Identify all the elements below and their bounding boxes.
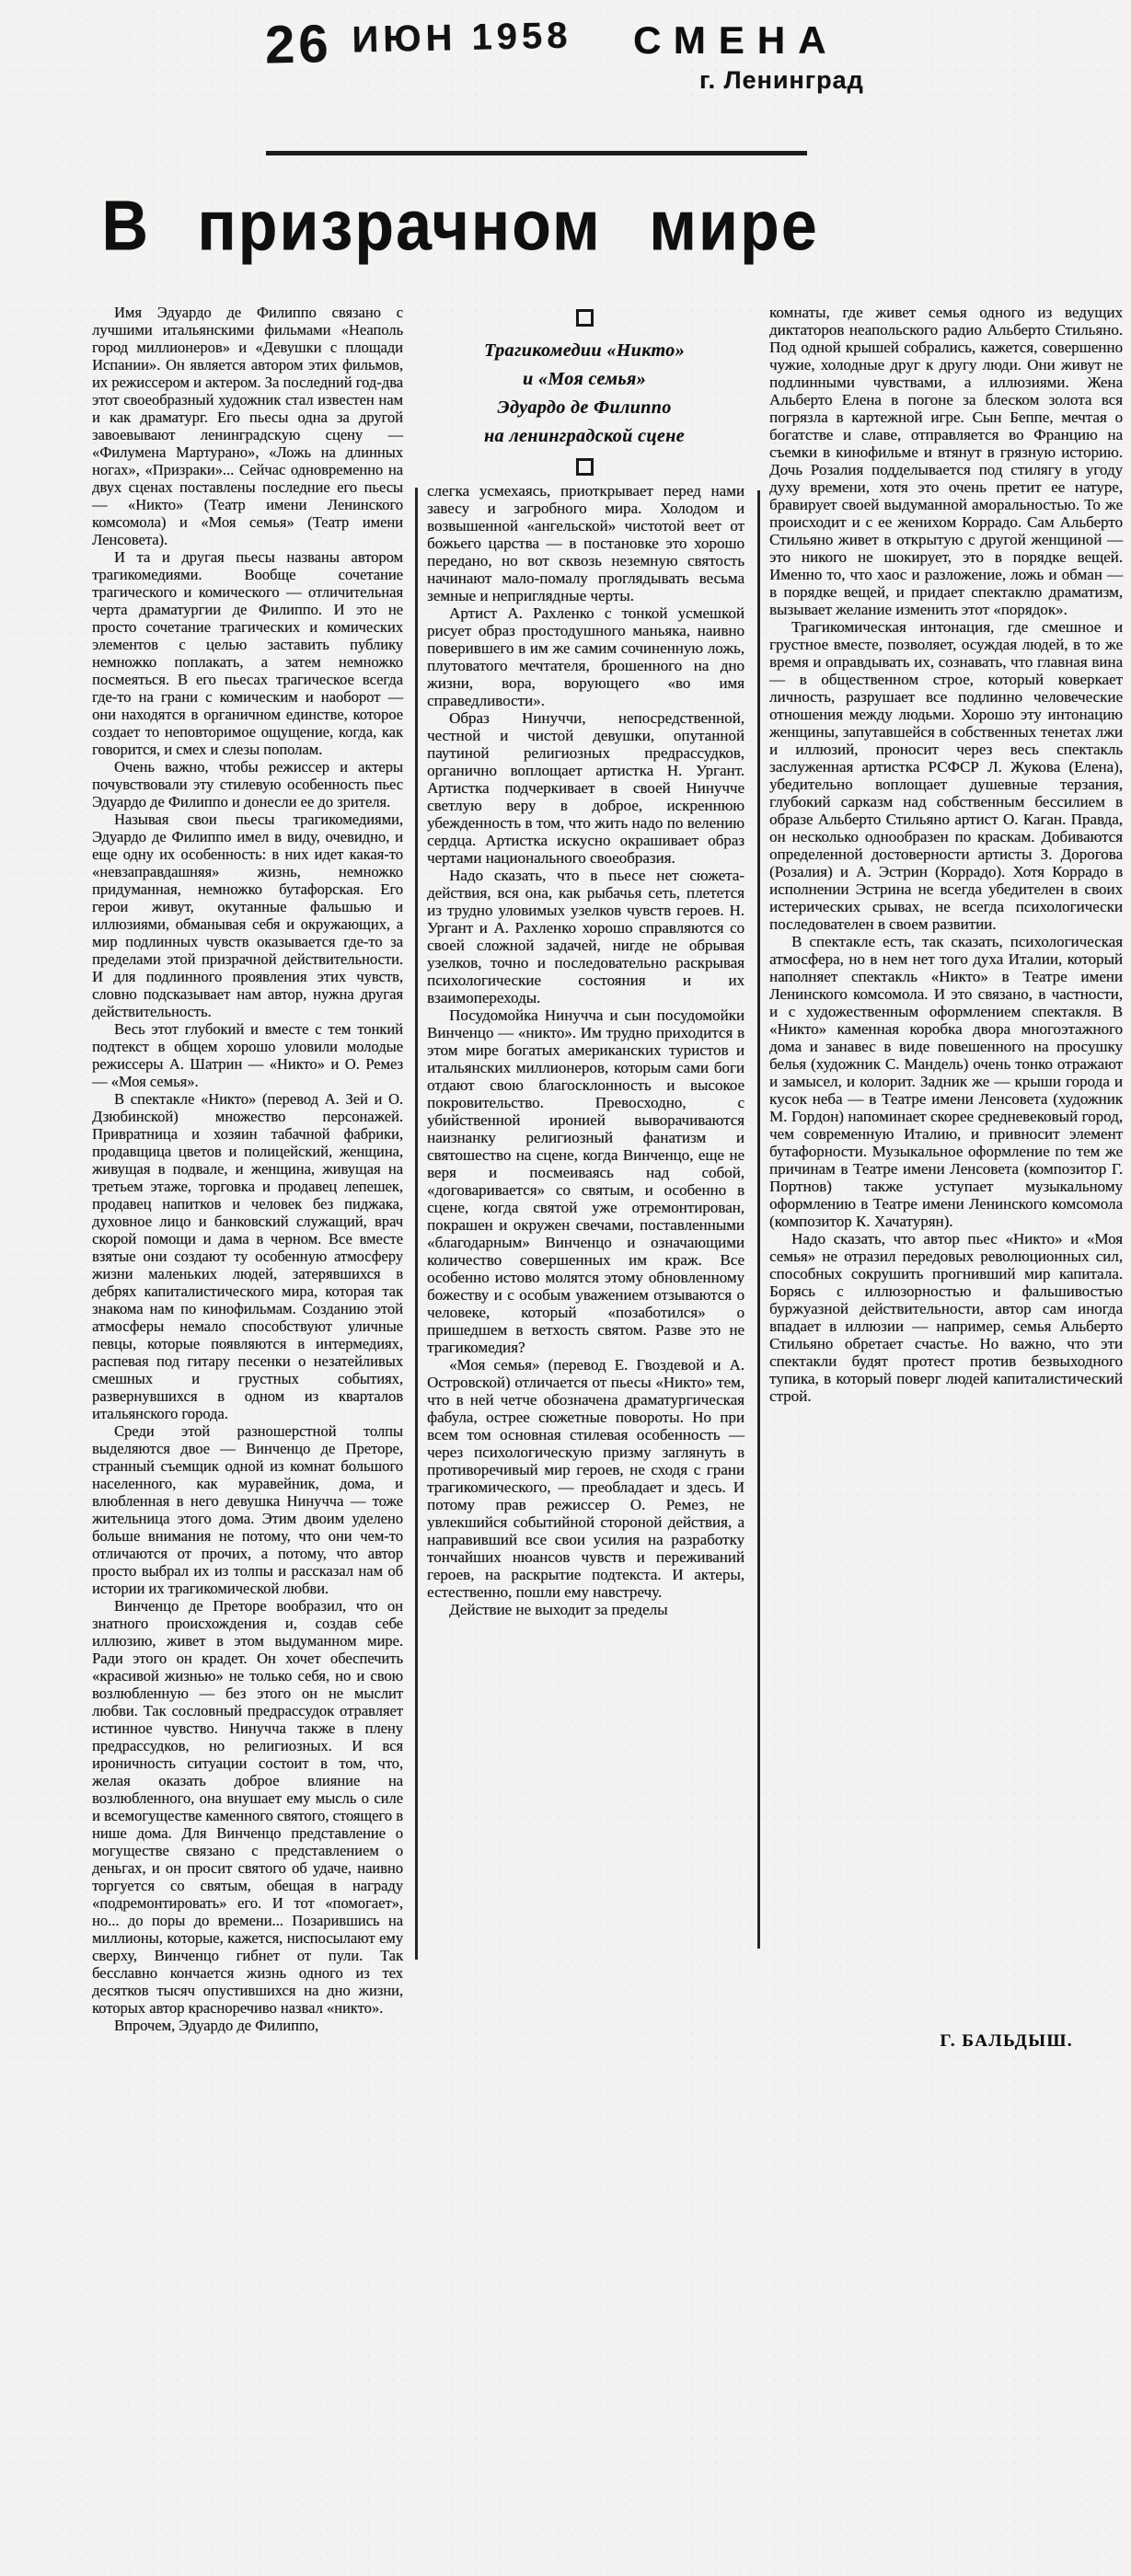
author-byline: Г. БАЛЬДЫШ. — [940, 2031, 1073, 2051]
column-divider — [415, 488, 418, 1960]
paragraph: комнаты, где живет семья одного из ведущих диктаторов неапольского радио Альберто Стильяно. Под одной крышей собрались, кажется, совершенно чужие, холодные друг к другу люди. Они живут не подлинными чувствами, а иллюзиями. Жена Альберто Елена в погоне за блеском золота вся погрязла в картежной игре. Сын Беппе, мечтая о богатстве и славе, отправляется во Францию на съемки в кинофильме и втянут в грязную историю. Дочь Розалия подделывается под стилягу в угоду духу времени, хотя это очень претит ее натуре, бравирует своей выдуманной аморальностью. То же происходит и с ее женихом Коррадо. Сам Альберто Стильяно живет в открытую с другой женщиной — это никого не шокирует, это в порядке вещей. Именно то, что хаос и разложение, ложь и обман — в порядке вещей, и придает спектаклю драматизм, вызывает желание изменить этот «порядок». — [769, 304, 1123, 618]
paragraph: Надо сказать, что автор пьес «Никто» и «Моя семья» не отразил передовых революционных сил, способных сокрушить прогнивший мир капитала. Борясь с иллюзорностью и фальшивостью буржуазной действительности, автор сам иногда впадает в иллюзии — например, семья Альберто Стильяно обретает счастье. Но важно, что эти спектакли будят протест против безвыходного тупика, в который поверг людей капиталистический строй. — [769, 1230, 1123, 1405]
paragraph: Винченцо де Преторе вообразил, что он знатного происхождения и, создав себе иллюзию, живет в этом выдуманном мире. Ради этого он крадет. Он хочет обеспечить «красивой жизнью» не только себя, но и свою возлюбленную — без этого он не мыслит любви. Так сословный предрассудок отравляет истинное чувство. Нинучча также в плену предрассудков, но религиозных. И вся ироничность ситуации состоит в том, что, желая оказать доброе влияние на возлюбленного, она внушает ему мысль о силе и всемогуществе каменного святого, стоящего в нише дома. Для Винченцо представление о могуществе связано с представлением о деньгах, и он просит святого об удаче, наивно торгуется со святым, обещая в награду «подремонтировать» его. И тот «помогает», но... до поры до времени... Позарившись на миллионы, которые, кажется, ниспосылают ему сверху, Винченцо гибнет от пули. Так бесславно кончается жизнь одного из тех десятков тысяч опустившихся на дно жизни, которых автор красноречиво назвал «никто». — [92, 1597, 403, 2017]
paragraph: Надо сказать, что в пьесе нет сюжета-действия, вся она, как рыбачья сеть, плетется из трудно уловимых узелков чувств героев. Н. Ургант и А. Рахленко хорошо справляются со своей сложной задачей, нигде не обрывая узелков, точно и последовательно раскрывая психологические состояния и их взаимопереходы. — [427, 867, 744, 1006]
paragraph: Весь этот глубокий и вместе с тем тонкий подтекст в общем хорошо уловили молодые режиссеры А. Шатрин — «Никто» и О. Ремез — «Моя семья». — [92, 1020, 403, 1090]
lead-line: и «Моя семья» — [523, 369, 646, 389]
paragraph: Называя свои пьесы трагикомедиями, Эдуардо де Филиппо имел в виду, очевидно, и еще одну их особенность: в них идет какая-то «невзаправдашняя» жизнь, немножко придуманная, немножко бутафорская. Его герои живут, окутанные фальшью и иллюзиями, обманывая себя и окружающих, а мир подлинных чувств оказывается где-то за пределами этой призрачной действительности. И для подлинного проявления этих чувств, словно подсказывает нам автор, нужна другая действительность. — [92, 811, 403, 1020]
paragraph: Трагикомическая интонация, где смешное и грустное вместе, позволяет, осуждая людей, в то же время и оправдывать их, сознавать, что главная вина — в общественном строе, который коверкает личность, разрушает все подлинно человеческие отношения между людьми. Хорошо эту интонацию женщины, запутавшейся в собственных тенетах лжи и иллюзий, проносит через весь спектакль заслуженная артистка РСФСР Л. Жукова (Елена), убедительно воплощает душевные терзания, глубокий сарказм над собственным бессилием в образе Альберто Стильяно артист О. Каган. Правда, он несколько однообразен по краскам. Добиваются определенной достоверности артисты З. Дорогова (Розалия) и А. Эстрин (Коррадо). Хотя Коррадо в исполнении Эстрина не всегда убедителен в своих истерических срывах, не всегда психологически последователен в своем развитии. — [769, 618, 1123, 933]
lead-line: Эдуардо де Филиппо — [497, 397, 672, 418]
lead-text — [419, 337, 750, 451]
date-stamp-day: 26 — [264, 13, 333, 75]
paragraph: Очень важно, чтобы режиссер и актеры почувствовали эту стилевую особенность пьес Эдуардо де Филиппо и донесли ее до зрителя. — [92, 758, 403, 811]
article-title: В призрачном мире — [101, 186, 819, 265]
paragraph: Артист А. Рахленко с тонкой усмешкой рисует образ простодушного маньяка, наивно поверившего в им же самим сочиненную ложь, плутоватого мечтателя, брошенного на дно жизни, вора, ворующего «во имя справедливости». — [427, 604, 744, 709]
column-divider — [757, 490, 760, 1949]
paragraph: И та и другая пьесы названы автором трагикомедиями. Вообще сочетание трагического и комического — отличительная черта драматургии де Филиппо. И это не просто сочетание трагических и комических элементов с целью заставить публику немножко поплакать, а затем немножко посмеяться. В его пьесах трагическое всегда где-то на грани с комическим и наоборот — они находятся в органичном единстве, которое создает то неповторимое ощущение, когда, как говорится, и смех и слезы пополам. — [92, 548, 403, 758]
paragraph: В спектакле «Никто» (перевод А. Зей и О. Дзюбинской) множество персонажей. Привратница и хозяин табачной фабрики, продавщица цветов и полицейский, женщина, живущая в подвале, и женщина, живущая на третьем этаже, торговка и продавец лепешек, продавец напитков и человек без пиджака, духовное лицо и банковский служащий, врач скорой помощи и дама в черном. Все вместе взятые они создают ту особенную атмосферу жизни маленьких людей, затерявшихся в дебрях капиталистического мира, которая так знакома нам по кинофильмам. Созданию этой атмосферы немало способствуют уличные певцы, которые появляются в интермедиях, распевая под гитару песенки о незатейливых смешных и грустных событиях, развернувшихся в одном из кварталов итальянского города. — [92, 1090, 403, 1422]
column-2 — [427, 482, 744, 1618]
paragraph: Впрочем, Эдуардо де Филиппо, — [114, 2017, 319, 2034]
paragraph: слегка усмехаясь, приоткрывает перед нами завесу и загробного мира. Холодом и возвышенной «ангельской» чистотой веет от божьего царства — в постановке это хорошо передано, но вот сквозь неземную святость начинают мало-помалу проглядывать весьма земные и неприглядные черты. — [427, 482, 744, 604]
paragraph: Посудомойка Нинучча и сын посудомойки Винченцо — «никто». Им трудно приходится в этом мире богатых американских туристов и итальянских миллионеров, которым сами боги отдают свою благосклонность и высокое покровительство. Превосходно, с убийственной иронией выворачиваются наизнанку религиозный фанатизм и святошество на сцене, когда Винченцо, еще не веря и посмеиваясь над собой, «договаривается» со святым, и особенно в сцене, когда святой уже отремонтирован, покрашен и окружен свечами, поставленными «благодарным» Винченцо и означающими количество совершенных им краж. Все особенно истово молятся этому обновленному божеству и с особым уважением отзываются о человеке, который «позаботился» о пришедшем в ветхость святом. Разве это не трагикомедия? — [427, 1006, 744, 1356]
paragraph: Имя Эдуардо де Филиппо связано с лучшими итальянскими фильмами «Неаполь город миллионеров» и «Девушки с площади Испании». Он является автором этих фильмов, их режиссером и актером. За последний год-два этот своеобразный художник стал известен нам и как драматург. Его пьесы одна за другой завоевывают ленинградскую сцену — «Филумена Мартурано», «Ложь на длинных ногах», «Призраки»... Сейчас одновременно на двух сценах поставлены последние его пьесы — «Никто» (Театр имени Ленинского комсомола) и «Моя семья» (Театр имени Ленсовета). — [92, 304, 403, 548]
lead-line: на ленинградской сцене — [484, 426, 685, 446]
header-rule — [266, 151, 807, 155]
paragraph: «Моя семья» (перевод Е. Гвоздевой и А. Островской) отличается от пьесы «Никто» тем, что в ней четче обозначена драматургическая фабула, острее сюжетные повороты. Но при всем том основная стилевая особенность — через психологическую призму заглянуть в противоречивый мир героев, не сходя с грани трагикомического, — преобладает и здесь. И потому прав режиссер О. Ремез, не увлекшийся событийной стороной действия, а направивший все свои усилия на разработку тончайших нюансов чувств и переживаний героев, на раскрытие подтекста. И актеры, естественно, пошли ему навстречу. — [427, 1356, 744, 1601]
lead-line: Трагикомедии «Никто» — [484, 340, 685, 361]
date-stamp-month-year: ИЮН 1958 — [351, 15, 572, 61]
paragraph: Образ Нинуччи, непосредственной, честной и чистой девушки, опутанной паутиной религиозных предрассудков, органично воплощает артистка Н. Ургант. Артистка подчеркивает в своей Нинучче светлую веру в доброе, искреннюю убежденность в том, что жить надо по велению сердца. Артистка искусно окрашивает образ чертами национального своеобразия. — [427, 709, 744, 867]
column-3 — [769, 304, 1123, 1405]
ornament-square-icon — [576, 458, 594, 476]
paragraph: В спектакле есть, так сказать, психологическая атмосфера, но в нем нет того духа Италии, который наполняет спектакль «Никто» в Театре имени Ленинского комсомола. И это связано, в частности, и с художественным оформлением спектакля. В «Никто» каменная коробка двора многоэтажного дома и занавес в виде повешенного на просушку белья (художник С. Мандель) очень тонко отражают и замысел, и колорит. Задник же — крыши города и кусок неба — в Театре имени Ленсовета (художник М. Гордон) напоминает скорее средневековый город, чем современную Италию, и привносит элемент бутафорности. Музыкальное оформление по тем же причинам в Театре имени Ленсовета (композитор Г. Портнов) также уступает музыкальному оформлению в Театре имени Ленинского комсомола (композитор К. Хачатурян). — [769, 933, 1123, 1230]
paragraph: Действие не выходит за пределы — [449, 1601, 668, 1618]
column-1 — [92, 304, 403, 2034]
date-stamp — [264, 12, 572, 74]
city-label: г. Ленинград — [699, 66, 864, 94]
paragraph: Среди этой разношерстной толпы выделяются двое — Винченцо де Преторе, странный съемщик одной из комнат большого населенного, как муравейник, дома, и влюбленная в него девушка Нинучча — тоже жительница этого дома. Этим двоим уделено больше внимания не потому, что они чем-то отличаются от прочих, а потому, что автор просто выбрал их из толпы и рассказал нам об истории их трагикомической любви. — [92, 1422, 403, 1597]
lead-block — [419, 309, 750, 480]
ornament-square-icon — [576, 309, 594, 327]
newspaper-name: СМЕНА — [633, 18, 839, 62]
